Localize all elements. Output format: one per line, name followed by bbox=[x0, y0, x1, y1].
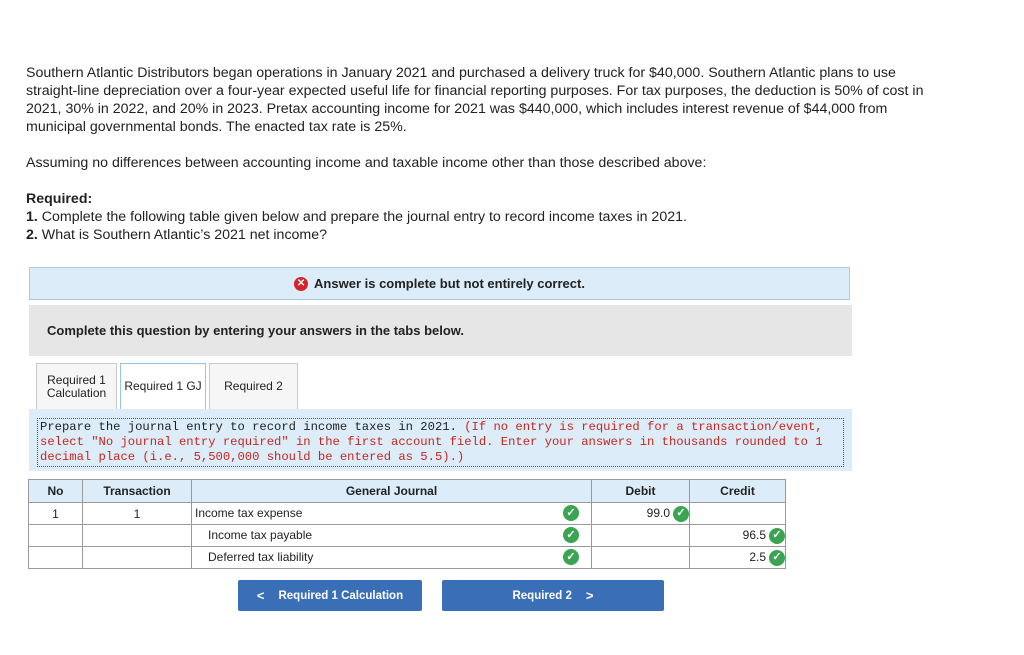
table-row bbox=[29, 503, 786, 525]
table-row bbox=[29, 525, 786, 547]
chevron-right-icon: > bbox=[585, 588, 594, 603]
account-select[interactable] bbox=[192, 547, 592, 569]
problem-paragraph: Southern Atlantic Distributors began operations in January 2021 and purchased a delivery truck for $40,000. Southern Atlantic plans to use straight-line depreciation over a four-year expected useful life for financial reporting purposes. For tax purposes, the deduction is 50% of cost in 2021, 30% in 2022, and 20% in 2023. Pretax accounting income for 2021 was $440,000, which includes interest revenue of $44,000 from municipal governmental bonds. The enacted tax rate is 25%. bbox=[26, 65, 924, 135]
problem-statement bbox=[26, 64, 926, 244]
check-icon: ✓ bbox=[673, 506, 689, 522]
debit-input[interactable]: 99.0 ✓ bbox=[592, 503, 690, 525]
tab-required-1-gj[interactable]: Required 1 GJ bbox=[120, 363, 206, 409]
account-name: Income tax expense bbox=[195, 506, 303, 520]
header-credit: Credit bbox=[690, 480, 786, 503]
header-no: No bbox=[29, 480, 83, 503]
row-no bbox=[29, 525, 83, 547]
row-no bbox=[29, 547, 83, 569]
panel-note: (If no entry is required for a transaction/event, select "No journal entry required" in the first account field. Enter your answers in thousands rounded to 1 decimal place (i.e., 5,500,000 should be entered as 5.5).) bbox=[40, 420, 823, 464]
previous-tab-label: Required 1 Calculation bbox=[278, 589, 404, 602]
account-name: Deferred tax liability bbox=[208, 550, 314, 564]
required-heading: Required: bbox=[26, 191, 93, 207]
check-icon: ✓ bbox=[563, 549, 579, 565]
row-transaction: 1 bbox=[83, 503, 192, 525]
chevron-left-icon: < bbox=[256, 588, 265, 603]
assumption-text: Assuming no differences between accounting income and taxable income other than those described above: bbox=[26, 155, 707, 171]
x-circle-icon: ✕ bbox=[294, 277, 308, 291]
account-select[interactable] bbox=[192, 503, 592, 525]
journal-entry-table bbox=[28, 479, 786, 569]
table-row bbox=[29, 547, 786, 569]
row-transaction bbox=[83, 547, 192, 569]
tab-bar bbox=[36, 363, 301, 409]
instruction-bar bbox=[29, 305, 852, 356]
account-name: Income tax payable bbox=[208, 528, 313, 542]
tab-required-2[interactable]: Required 2 bbox=[209, 363, 298, 409]
instruction-panel bbox=[29, 409, 852, 471]
next-tab-button[interactable] bbox=[442, 580, 664, 611]
check-icon: ✓ bbox=[563, 527, 579, 543]
panel-instruction-text: Prepare the journal entry to record income taxes in 2021. (If no entry is required for a transaction/event, select "No journal entry required" in the first account field. Enter your answers in thousands rounded to 1 decimal place (i.e., 5,500,000 should be entered as 5.5).) bbox=[37, 418, 844, 467]
tab-required-1-calculation[interactable]: Required 1 Calculation bbox=[36, 363, 117, 409]
answer-status-banner bbox=[29, 267, 850, 300]
credit-input[interactable]: 96.5 ✓ bbox=[690, 525, 786, 547]
row-transaction bbox=[83, 525, 192, 547]
debit-input[interactable] bbox=[592, 525, 690, 547]
check-icon: ✓ bbox=[769, 550, 785, 566]
debit-input[interactable] bbox=[592, 547, 690, 569]
required-item-1: 1. Complete the following table given below and prepare the journal entry to record income taxes in 2021. bbox=[26, 209, 687, 225]
header-general-journal: General Journal bbox=[192, 480, 592, 503]
row-no: 1 bbox=[29, 503, 83, 525]
credit-input[interactable] bbox=[690, 503, 786, 525]
next-tab-label: Required 2 bbox=[512, 589, 572, 602]
required-item-2: 2. What is Southern Atlantic’s 2021 net income? bbox=[26, 227, 328, 243]
answer-status-text: Answer is complete but not entirely correct. bbox=[314, 276, 585, 291]
check-icon: ✓ bbox=[769, 528, 785, 544]
header-transaction: Transaction bbox=[83, 480, 192, 503]
check-icon: ✓ bbox=[563, 505, 579, 521]
account-select[interactable] bbox=[192, 525, 592, 547]
previous-tab-button[interactable] bbox=[238, 580, 422, 611]
instruction-text: Complete this question by entering your answers in the tabs below. bbox=[47, 323, 465, 338]
credit-input[interactable]: 2.5 ✓ bbox=[690, 547, 786, 569]
header-debit: Debit bbox=[592, 480, 690, 503]
